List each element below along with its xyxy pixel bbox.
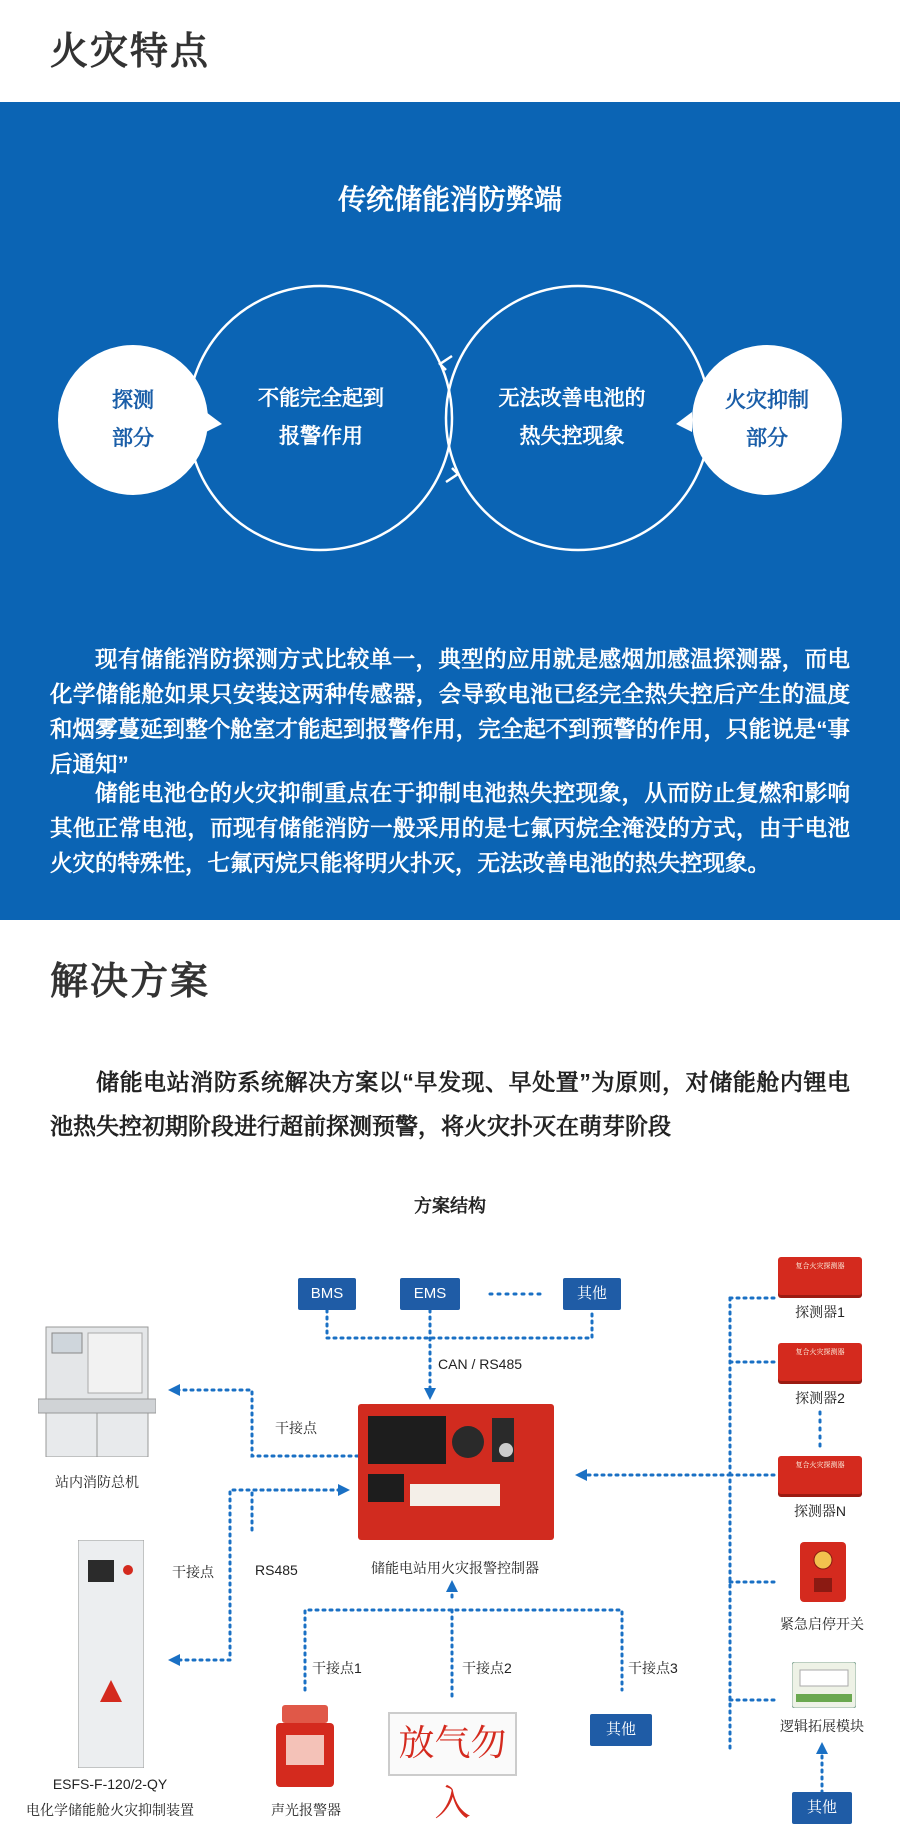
suppression-cabinet-icon — [78, 1540, 144, 1768]
detector-2-header: 复合火灾探测器 — [795, 1349, 845, 1356]
ems-box: EMS — [400, 1278, 460, 1310]
suppression-part-line1: 火灾抑制 — [725, 389, 809, 412]
diagram-title: 方案结构 — [414, 1196, 486, 1216]
sound-light-alarm-icon — [276, 1705, 334, 1787]
fire-alarm-controller-icon — [358, 1404, 554, 1540]
dry-contact-2-label: 干接点2 — [462, 1660, 512, 1676]
paragraph-suppression: 储能电池仓的火灾抑制重点在于抑制电池热失控现象，从而防止复燃和影响其他正常电池，而现有储能消防一般采用的是七氟丙烷全淹没的方式，由于电池火灾的特殊性，七氟丙烷只能将明火扑灭，无法改善电池的热失控现象。 — [50, 781, 850, 876]
detector-n-header: 复合火灾探测器 — [795, 1462, 845, 1469]
detector-1-header: 复合火灾探测器 — [795, 1263, 845, 1270]
logic-module-label: 逻辑拓展模块 — [780, 1718, 864, 1734]
section-title-fire-characteristics: 火灾特点 — [50, 31, 211, 73]
emergency-switch-label: 紧急启停开关 — [780, 1616, 864, 1632]
suppression-part-line2: 部分 — [746, 427, 788, 450]
paragraph-detection: 现有储能消防探测方式比较单一，典型的应用就是感烟加感温探测器，而电化学储能舱如果只安装这两种传感器，会导致电池已经完全热失控后产生的温度和烟雾蔓延到整个舱室才能起到报警作用，完全起不到预警的作用，只能说是“事后通知” — [50, 647, 850, 777]
suppression-device-label: 电化学储能舱火灾抑制装置 — [26, 1802, 194, 1818]
can-rs485-label: CAN / RS485 — [438, 1356, 523, 1372]
section-title-solution: 解决方案 — [50, 961, 211, 1003]
rs485-label: RS485 — [255, 1562, 298, 1578]
right-ring-line2: 热失控现象 — [519, 425, 625, 448]
fire-host-label: 站内消防总机 — [55, 1474, 139, 1490]
other-bottom-box: 其他 — [590, 1714, 652, 1746]
controller-label: 储能电站用火灾报警控制器 — [371, 1560, 539, 1576]
dry-contact-label-2: 干接点 — [172, 1564, 214, 1580]
left-ring-line1: 不能完全起到 — [258, 387, 384, 410]
detector-n-label: 探测器N — [793, 1503, 847, 1519]
other-right-box: 其他 — [792, 1792, 852, 1824]
detection-part-line1: 探测 — [112, 389, 154, 412]
fire-host-device-icon — [38, 1325, 156, 1457]
dry-contact-1-label: 干接点1 — [312, 1660, 362, 1676]
dry-contact-3-label: 干接点3 — [628, 1660, 678, 1676]
solution-paragraph: 储能电站消防系统解决方案以“早发现、早处置”为原则，对储能舱内锂电池热失控初期阶段进行超前探测预警，将火灾扑灭在萌芽阶段 — [50, 1069, 850, 1139]
right-ring-line1: 无法改善电池的 — [498, 387, 646, 410]
detector-2-icon — [778, 1343, 862, 1381]
suppression-model-label: ESFS-F-120/2-QY — [52, 1776, 168, 1792]
emergency-stop-switch-icon — [800, 1542, 846, 1602]
panel-title: 传统储能消防弊端 — [337, 184, 562, 215]
left-ring-line2: 报警作用 — [279, 425, 363, 448]
other-top-box: 其他 — [563, 1278, 621, 1310]
logic-expansion-module-icon — [792, 1662, 856, 1708]
detector-n-icon — [778, 1456, 862, 1494]
detector-2-label: 探测器2 — [795, 1390, 845, 1406]
detection-part-line2: 部分 — [112, 427, 154, 450]
detector-1-label: 探测器1 — [795, 1304, 845, 1320]
dry-contact-label-1: 干接点 — [275, 1420, 317, 1436]
bms-box: BMS — [298, 1278, 356, 1310]
detector-1-icon — [778, 1257, 862, 1295]
no-entry-sign: 放气勿入 — [388, 1712, 517, 1776]
sound-light-alarm-label: 声光报警器 — [271, 1802, 341, 1818]
